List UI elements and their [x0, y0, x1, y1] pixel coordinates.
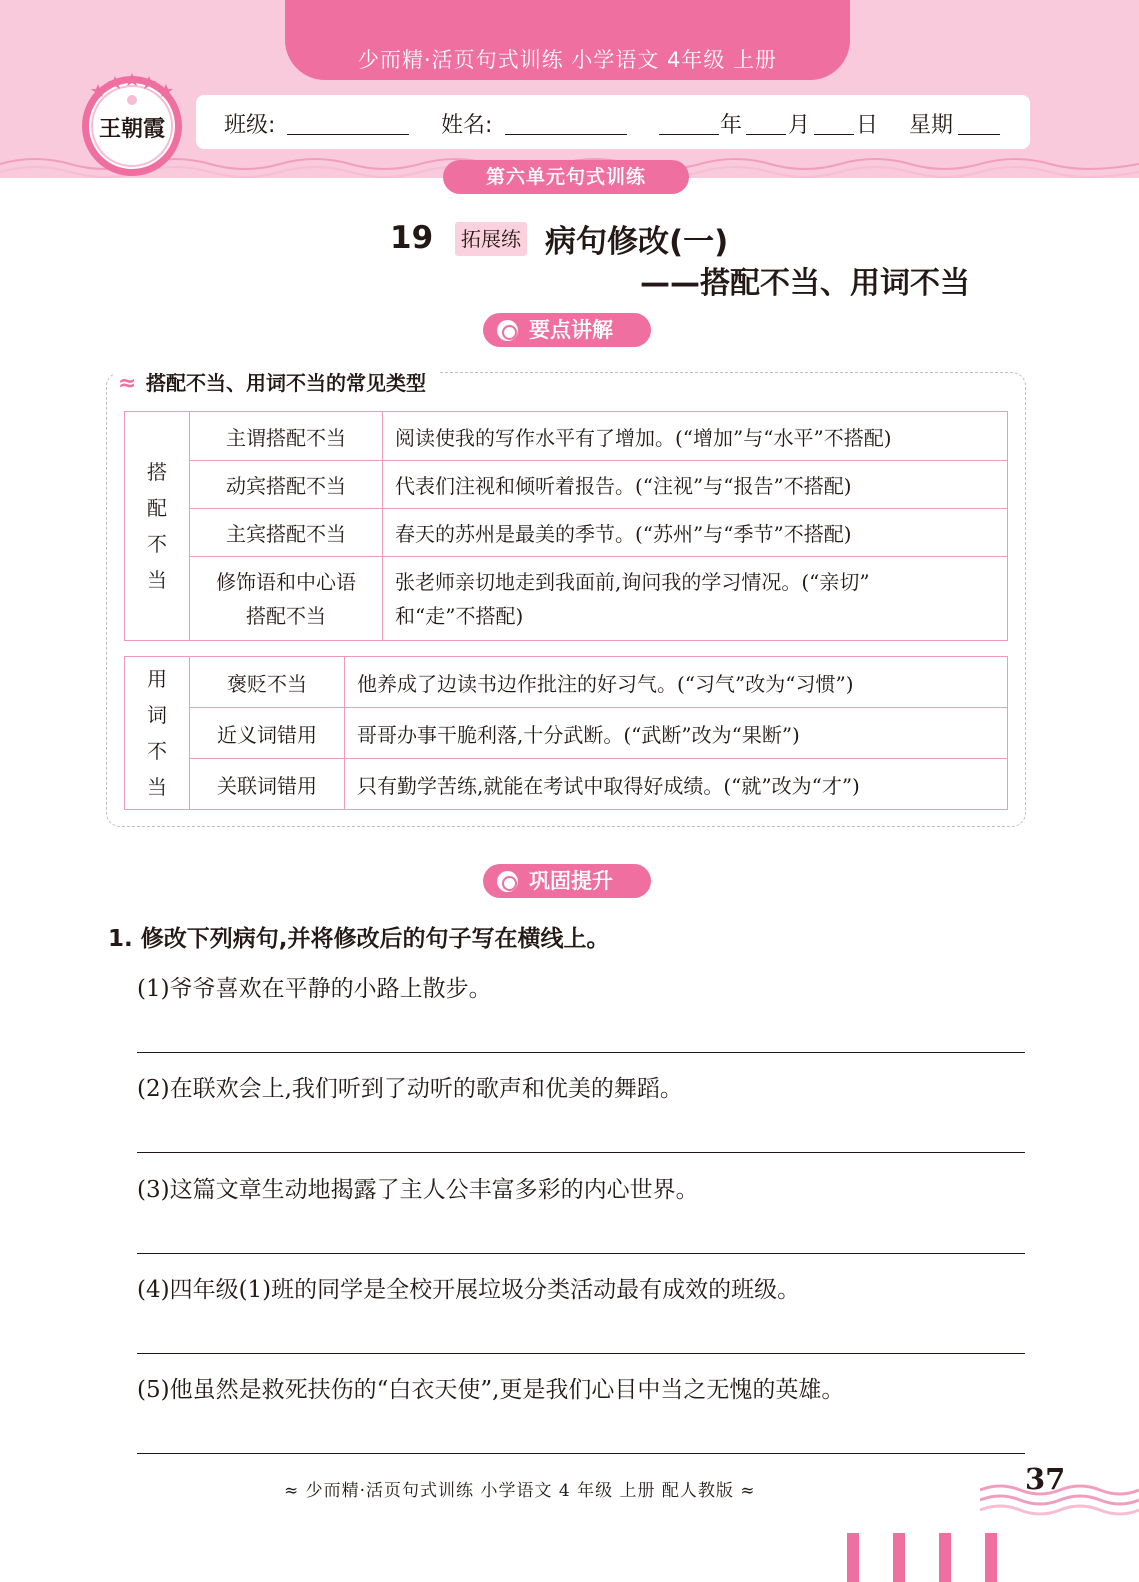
medal-icon — [497, 871, 518, 892]
example-cell: 哥哥办事干脆利落,十分武断。(“武断”改为“果断”) — [345, 708, 1008, 759]
question-item: (1)爷爷喜欢在平静的小路上散步。 — [137, 976, 492, 1002]
table-row — [125, 759, 1008, 810]
type-cell: 主谓搭配不当 — [190, 412, 383, 461]
example-line: 和“走”不搭配) — [395, 603, 524, 628]
table-row — [125, 708, 1008, 759]
category-char: 用 — [147, 667, 167, 691]
lesson-number: 19 — [390, 220, 434, 256]
class-field[interactable] — [287, 134, 409, 135]
category-char: 当 — [147, 775, 167, 799]
lesson-title: 病句修改(一) — [545, 224, 729, 260]
answer-line[interactable] — [137, 1453, 1025, 1454]
answer-line[interactable] — [137, 1253, 1025, 1254]
type-line: 搭配不当 — [246, 603, 326, 628]
type-cell: 动宾搭配不当 — [190, 461, 383, 509]
unit-title: 第六单元句式训练 — [443, 160, 689, 194]
student-info-bar — [196, 95, 1030, 149]
page-number: 37 — [1025, 1462, 1066, 1496]
question-item: (3)这篇文章生动地揭露了主人公丰富多彩的内心世界。 — [137, 1177, 699, 1203]
question-item: (4)四年级(1)班的同学是全校开展垃圾分类活动最有成效的班级。 — [137, 1277, 801, 1303]
mismatch-category-cell — [125, 412, 190, 641]
wording-category-cell — [125, 657, 190, 810]
page-edge-bar — [985, 1533, 997, 1582]
month-field[interactable] — [746, 134, 786, 135]
type-cell: 主宾搭配不当 — [190, 509, 383, 557]
medal-icon — [497, 320, 518, 341]
month-label: 月 — [788, 113, 811, 138]
page-edge-bar — [847, 1533, 859, 1582]
year-label: 年 — [720, 113, 743, 138]
key-points-label: 要点讲解 — [529, 318, 613, 342]
box-heading — [114, 366, 440, 400]
answer-line[interactable] — [137, 1052, 1025, 1053]
question-item: (5)他虽然是救死扶伤的“白衣天使”,更是我们心目中当之无愧的英雄。 — [137, 1377, 845, 1403]
answer-line[interactable] — [137, 1152, 1025, 1153]
example-line: 张老师亲切地走到我面前,询问我的学习情况。(“亲切” — [395, 569, 870, 594]
table-row — [125, 509, 1008, 557]
class-label: 班级: — [224, 113, 276, 138]
category-char: 不 — [147, 739, 167, 763]
box-heading-text: 搭配不当、用词不当的常见类型 — [146, 371, 426, 395]
table-row — [125, 657, 1008, 708]
example-cell: 只有勤学苦练,就能在考试中取得好成绩。(“就”改为“才”) — [345, 759, 1008, 810]
category-char: 搭 — [147, 460, 167, 484]
weekday-label: 星期 — [909, 113, 954, 138]
series-title: 少而精·活页句式训练 小学语文 4年级 上册 — [357, 48, 778, 72]
key-points-pill — [483, 313, 651, 347]
type-cell: 关联词错用 — [190, 759, 345, 810]
page-edge-bar — [893, 1533, 905, 1582]
type-line: 修饰语和中心语 — [216, 569, 356, 594]
example-cell: 他养成了边读书边作批注的好习气。(“习气”改为“习惯”) — [345, 657, 1008, 708]
name-field[interactable] — [505, 134, 627, 135]
type-cell: 近义词错用 — [190, 708, 345, 759]
category-char: 配 — [147, 496, 167, 520]
answer-line[interactable] — [137, 1353, 1025, 1354]
example-cell — [383, 557, 1008, 641]
page-edge-bar — [939, 1533, 951, 1582]
example-cell: 春天的苏州是最美的季节。(“苏州”与“季节”不搭配) — [383, 509, 1008, 557]
category-char: 不 — [147, 532, 167, 556]
example-cell: 阅读使我的写作水平有了增加。(“增加”与“水平”不搭配) — [383, 412, 1008, 461]
wave-icon: ≈ — [118, 371, 137, 396]
question-item: (2)在联欢会上,我们听到了动听的歌声和优美的舞蹈。 — [137, 1076, 683, 1102]
category-char: 词 — [147, 703, 167, 727]
lesson-subtitle: ——搭配不当、用词不当 — [640, 266, 970, 301]
question-title: 1. 修改下列病句,并将修改后的句子写在横线上。 — [108, 926, 610, 952]
example-cell: 代表们注视和倾听着报告。(“注视”与“报告”不搭配) — [383, 461, 1008, 509]
table-row — [125, 557, 1008, 641]
logo-text: 王朝霞 — [98, 116, 165, 142]
practice-label: 巩固提升 — [529, 869, 613, 893]
type-cell: 褒贬不当 — [190, 657, 345, 708]
weekday-field[interactable] — [958, 134, 1000, 135]
day-label: 日 — [856, 113, 879, 138]
lesson-tag: 拓展练 — [455, 222, 527, 256]
table-row — [125, 461, 1008, 509]
type-cell — [190, 557, 383, 641]
practice-pill — [483, 864, 651, 898]
mismatch-table — [124, 411, 1008, 641]
footer-text: ≈ 少而精·活页句式训练 小学语文 4 年级 上册 配人教版 ≈ — [284, 1481, 756, 1501]
category-char: 当 — [147, 568, 167, 592]
name-label: 姓名: — [441, 113, 493, 138]
wording-table — [124, 656, 1008, 810]
day-field[interactable] — [814, 134, 854, 135]
table-row — [125, 412, 1008, 461]
year-field[interactable] — [659, 134, 719, 135]
